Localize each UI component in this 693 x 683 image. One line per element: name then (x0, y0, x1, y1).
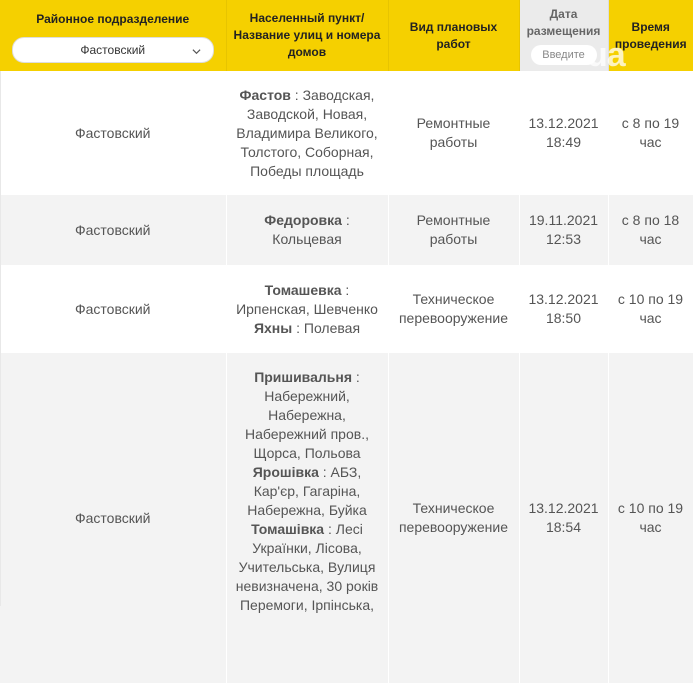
locality-name: Федоровка (264, 212, 342, 228)
locality-cell: Томашевка : Ирпенская, Шевченко Яхны : Полевая (226, 265, 388, 353)
locality-cell: Фастов : Заводская, Заводской, Новая, Владимира Великого, Толстого, Соборная, Победы площадь (226, 71, 388, 195)
site-watermark: ua (587, 36, 625, 74)
locality-streets: Заводская, Заводской, Новая, Владимира Великого, Толстого, Соборная, Победы площадь (236, 86, 378, 179)
date-cell (519, 353, 608, 683)
locality-name: Пришивальня (254, 369, 353, 385)
locality-name: Фастов (239, 86, 291, 103)
period-cell: с 10 по 19 час (608, 353, 693, 683)
period-cell: с 8 по 19 час (608, 71, 693, 195)
locality-name: Томашевка (264, 281, 342, 298)
locality-streets: АБЗ, Кар'єр, Гагаріна, Набережна, Буйка (247, 464, 367, 518)
work-type-cell: Ремонтные работы (388, 195, 519, 265)
locality-streets: Набережний, Набережна, Набережний пров., Щорса, Польова (245, 388, 369, 461)
date-value: 13.12.2021 (528, 500, 599, 516)
date-column-header (519, 0, 608, 71)
time-posted-value: 18:49 (545, 134, 582, 150)
locality-column-header: Населенный пункт/ Название улиц и номера домов (226, 0, 388, 71)
date-cell (519, 265, 608, 353)
table-header-row (0, 0, 693, 71)
work-type-cell: Ремонтные работы (388, 71, 519, 195)
locality-streets: Лесі Українки, Лісова, Учительська, Вулиця невизначена, 30 років Перемоги, Ірпінська, (235, 521, 379, 613)
table-row (0, 195, 693, 265)
locality-name: Томашівка (251, 521, 325, 537)
locality-cell: Пришивальня : Набережний, Набережна, Набережний пров., Щорса, Польова Ярошівка : АБЗ, Кар'єр, Гагаріна, Набережна, Буйка Томашівка : Лесі Українки, Лісова, Учительська, Вулиця невизначена, 30 років Перемоги, Ірпінська, (226, 353, 388, 683)
date-value: 13.12.2021 (528, 291, 599, 307)
time-posted-value: 18:50 (545, 310, 582, 326)
period-cell: с 10 по 19 час (608, 265, 693, 353)
date-cell (519, 195, 608, 265)
locality-name: Ярошівка (252, 464, 319, 480)
time-column-header: Время проведения (608, 0, 693, 71)
table-left-border (0, 71, 1, 606)
district-header-label: Районное подразделение (36, 12, 190, 26)
work-type-cell: Техническое перевооружение (388, 265, 519, 353)
district-cell: Фастовский (0, 195, 226, 265)
locality-name: Яхны (253, 319, 293, 336)
district-filter-select[interactable] (12, 37, 214, 63)
date-filter-input[interactable]: Введите (531, 45, 597, 65)
date-header-label: Дата размещения (526, 7, 601, 38)
date-value: 19.11.2021 (528, 212, 599, 228)
work-type-cell: Техническое перевооружение (388, 353, 519, 683)
work-type-column-header: Вид плановых работ (388, 0, 519, 71)
table-row (0, 71, 693, 195)
locality-streets: Ирпенская, Шевченко (236, 300, 378, 317)
district-column-header (0, 0, 226, 71)
date-value: 13.12.2021 (528, 115, 599, 131)
district-cell: Фастовский (0, 71, 226, 195)
locality-streets: Кольцевая (272, 231, 342, 247)
chevron-down-icon (192, 44, 201, 61)
district-cell: Фастовский (0, 353, 226, 683)
district-filter-value: Фастовский (80, 42, 146, 57)
period-cell: с 8 по 18 час (608, 195, 693, 265)
date-cell (519, 71, 608, 195)
locality-cell: Федоровка : Кольцевая (226, 195, 388, 265)
locality-streets: Полевая (303, 319, 361, 336)
table-row (0, 265, 693, 353)
table-row (0, 353, 693, 683)
district-cell: Фастовский (0, 265, 226, 353)
time-posted-value: 18:54 (545, 519, 582, 535)
time-posted-value: 12:53 (545, 231, 582, 247)
